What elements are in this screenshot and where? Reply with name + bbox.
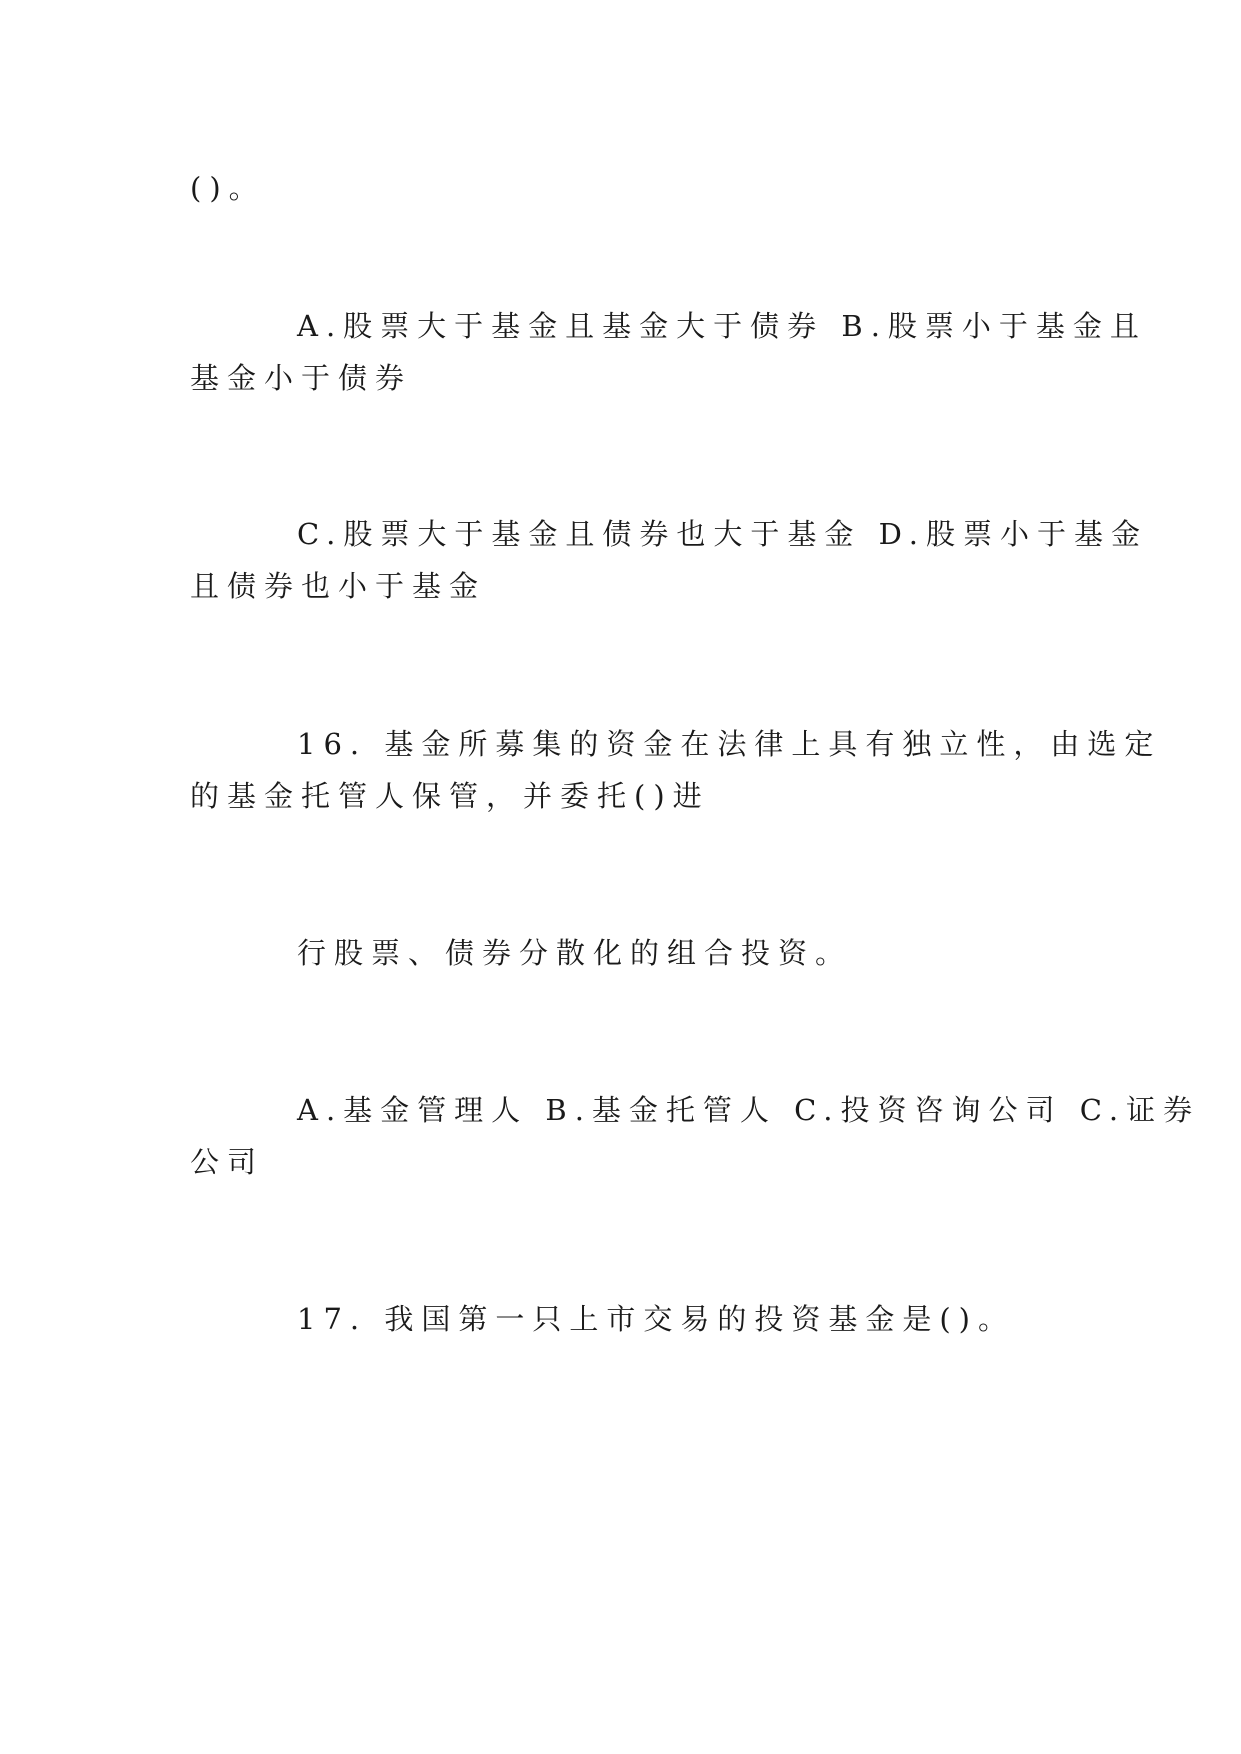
question-15-options-cd-cont: 且债券也小于基金	[190, 569, 487, 603]
question-16-options: A.基金管理人 B.基金托管人 C.投资咨询公司 C.证券	[297, 1093, 1201, 1127]
question-15-options-ab: A.股票大于基金且基金大于债券 B.股票小于基金且	[297, 309, 1147, 343]
question-15-options-ab-cont: 基金小于债券	[190, 361, 413, 395]
question-15-options-cd: C.股票大于基金且债券也大于基金 D.股票小于基金	[297, 517, 1149, 551]
question-16-options-cont: 公司	[190, 1145, 265, 1179]
question-16-text-cont: 的基金托管人保管，并委托()进	[190, 779, 710, 813]
question-16-text-cont-2: 行股票、债券分散化的组合投资。	[297, 936, 853, 970]
question-15-blank-end: ()。	[190, 171, 266, 205]
question-17-text: 17. 我国第一只上市交易的投资基金是()。	[297, 1302, 1015, 1336]
question-16-text: 16. 基金所募集的资金在法律上具有独立性，由选定	[297, 727, 1162, 761]
